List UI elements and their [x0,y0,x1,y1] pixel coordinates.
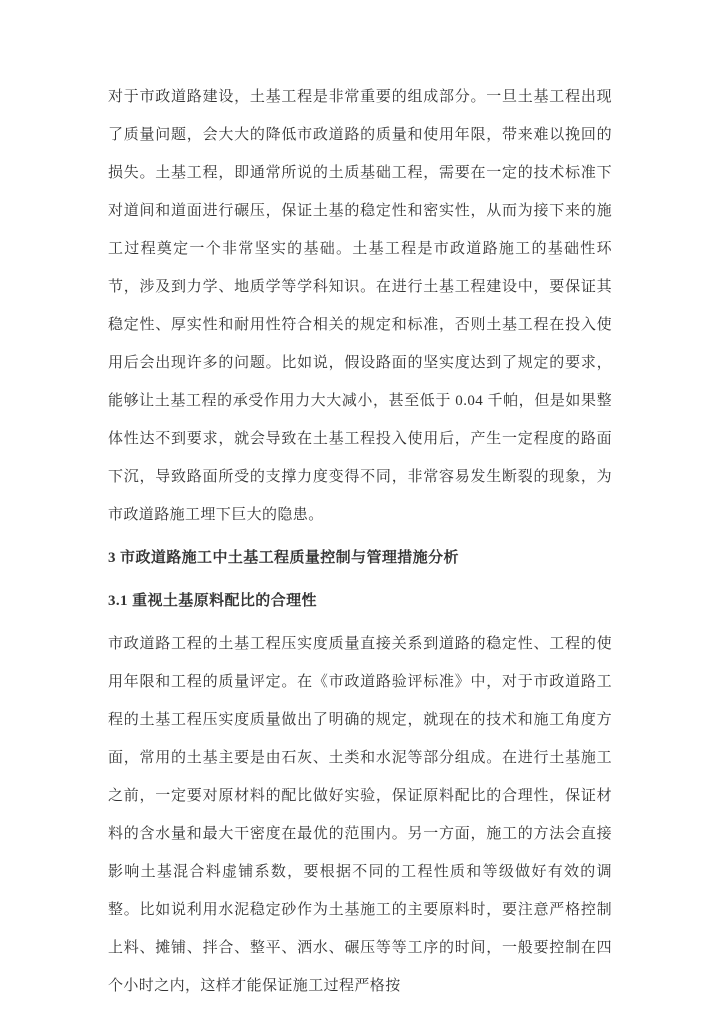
paragraph-raw-material-ratio: 市政道路工程的土基工程压实度质量直接关系到道路的稳定性、工程的使用年限和工程的质量评定。在《市政道路验评标准》中，对于市政道路工程的土基工程压实度质量做出了明确的规定，就现在的技术和施工角度方面，常用的土基主要是由石灰、土类和水泥等部分组成。在进行土基施工之前，一定要对原材料的配比做好实验，保证原料配比的合理性，保证材料的含水量和最大干密度在最优的范围内。另一方面，施工的方法会直接影响土基混合料虚铺系数，要根据不同的工程性质和等级做好有效的调整。比如说利用水泥稳定砂作为土基施工的主要原料时，要注意严格控制上料、摊铺、拌合、整平、洒水、碾压等等工序的时间，一般要控制在四个小时之内，这样才能保证施工过程严格按 [108,636,612,994]
subsection-heading: 3.1 重视土基原料配比的合理性 [108,593,317,609]
paragraph-intro: 对于市政道路建设，土基工程是非常重要的组成部分。一旦土基工程出现了质量问题，会大大的降低市政道路的质量和使用年限，带来难以挽回的损失。土基工程，即通常所说的土质基础工程，需要在一定的技术标准下对道间和道面进行碾压，保证土基的稳定性和密实性，从而为接下来的施工过程奠定一个非常坚实的基础。土基工程是市政道路施工的基础性环节，涉及到力学、地质学等学科知识。在进行土基工程建设中，要保证其稳定性、厚实性和耐用性符合相关的规定和标准，否则土基工程在投入使用后会出现许多的问题。比如说，假设路面的坚实度达到了规定的要求，能够让土基工程的承受作用力大大减小，甚至低于 0.04 千帕，但是如果整体性达不到要求，就会导致在土基工程投入使用后，产生一定程度的路面下沉，导致路面所受的支撑力度变得不同，非常容易发生断裂的现象，为市政道路施工埋下巨大的隐患。 [108,89,612,523]
section-heading: 3 市政道路施工中土基工程质量控制与管理措施分析 [108,550,459,566]
